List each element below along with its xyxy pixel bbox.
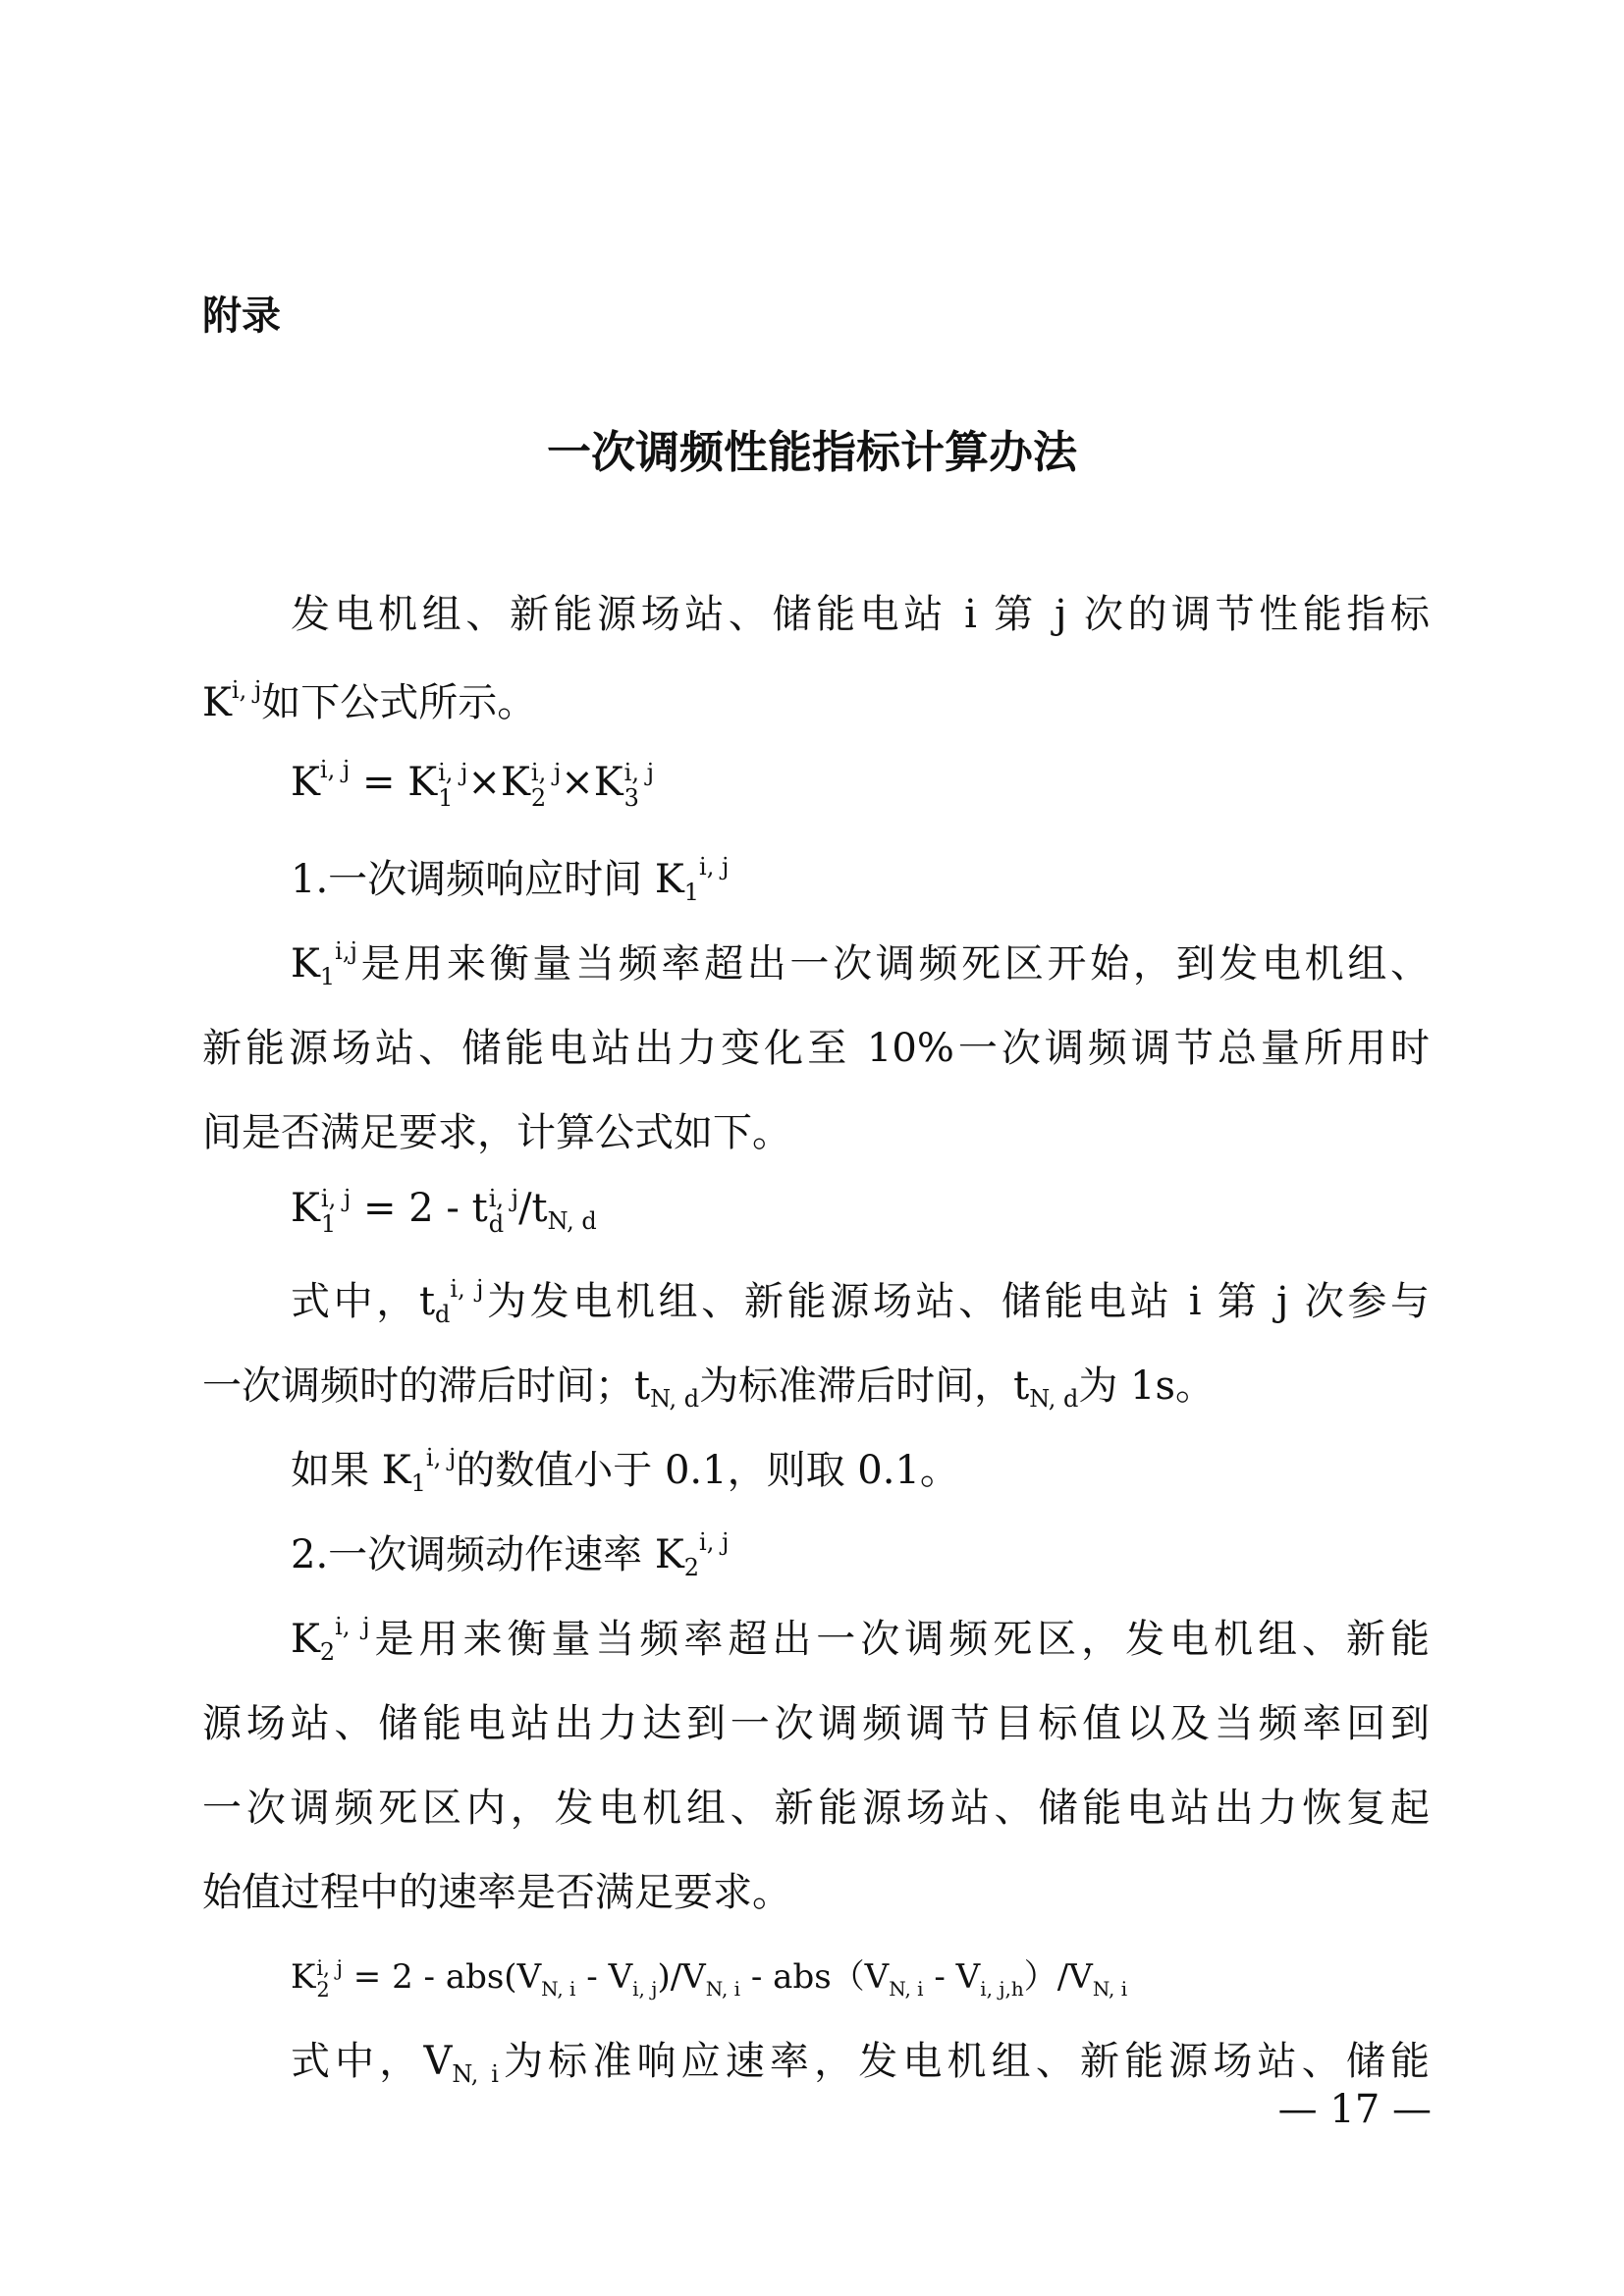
formula-k-total: K$^{i, j}$ = K i, j 1 ×K i, j 2 ×K i, j 3 bbox=[291, 756, 655, 812]
appendix-heading: 附录 bbox=[202, 294, 281, 339]
section1-line1: $K_1^{i,j}$是用来衡量当频率超出一次调频死区开始，到发电机组、 bbox=[291, 937, 1430, 990]
formula-k2: K i, j 2 = $2 - abs(V_{N, i} - V_{i, j})/V_{N, i} - abs(V_{N, i} - V_{i, j,h})/V_{N, i}$ bbox=[291, 1956, 1128, 2002]
section1-where-line2: 一次调频时的滞后时间；$t_{N, d}$为标准滞后时间，$t_{N, d}$为 1s。 bbox=[202, 1363, 1216, 1413]
section2-heading: 2.一次调频动作速率 $K_2^{i, j}$ bbox=[291, 1528, 730, 1581]
section1-min-rule: 如果 $K_1^{i, j}$的数值小于 0.1，则取 0.1。 bbox=[291, 1444, 959, 1497]
section1-line3: 间是否满足要求，计算公式如下。 bbox=[202, 1110, 791, 1155]
para1-line2: K$^{i, j}$如下公式所示。 bbox=[202, 676, 537, 725]
page-number: — 17 — bbox=[1277, 2087, 1432, 2132]
section2-line4: 始值过程中的速率是否满足要求。 bbox=[202, 1870, 791, 1915]
section1-where-line1: 式中，$t_d^{i, j}$为发电机组、新能源场站、储能电站 i 第 j 次参与 bbox=[291, 1275, 1430, 1328]
section2-line1: $K_2^{i, j}$是用来衡量当频率超出一次调频死区，发电机组、新能 bbox=[291, 1613, 1431, 1666]
section2-line3: 一次调频死区内，发电机组、新能源场站、储能电站出力恢复起 bbox=[202, 1786, 1430, 1831]
section1-heading: 1.一次调频响应时间 $K_1^{i, j}$ bbox=[291, 853, 730, 906]
para1-line1: 发电机组、新能源场站、储能电站 i 第 j 次的调节性能指标 bbox=[291, 592, 1430, 637]
section2-line2: 源场站、储能电站出力达到一次调频调节目标值以及当频率回到 bbox=[202, 1701, 1430, 1746]
formula-k1: K i, j 1 = 2 - t i, j d $/t_{N, d}$ bbox=[291, 1185, 597, 1238]
section2-where-line1: 式中，$V_{N, i}$为标准响应速率，发电机组、新能源场站、储能 bbox=[291, 2039, 1431, 2088]
section1-line2: 新能源场站、储能电站出力变化至 10%一次调频调节总量所用时 bbox=[202, 1026, 1430, 1071]
document-title: 一次调频性能指标计算办法 bbox=[546, 426, 1077, 478]
